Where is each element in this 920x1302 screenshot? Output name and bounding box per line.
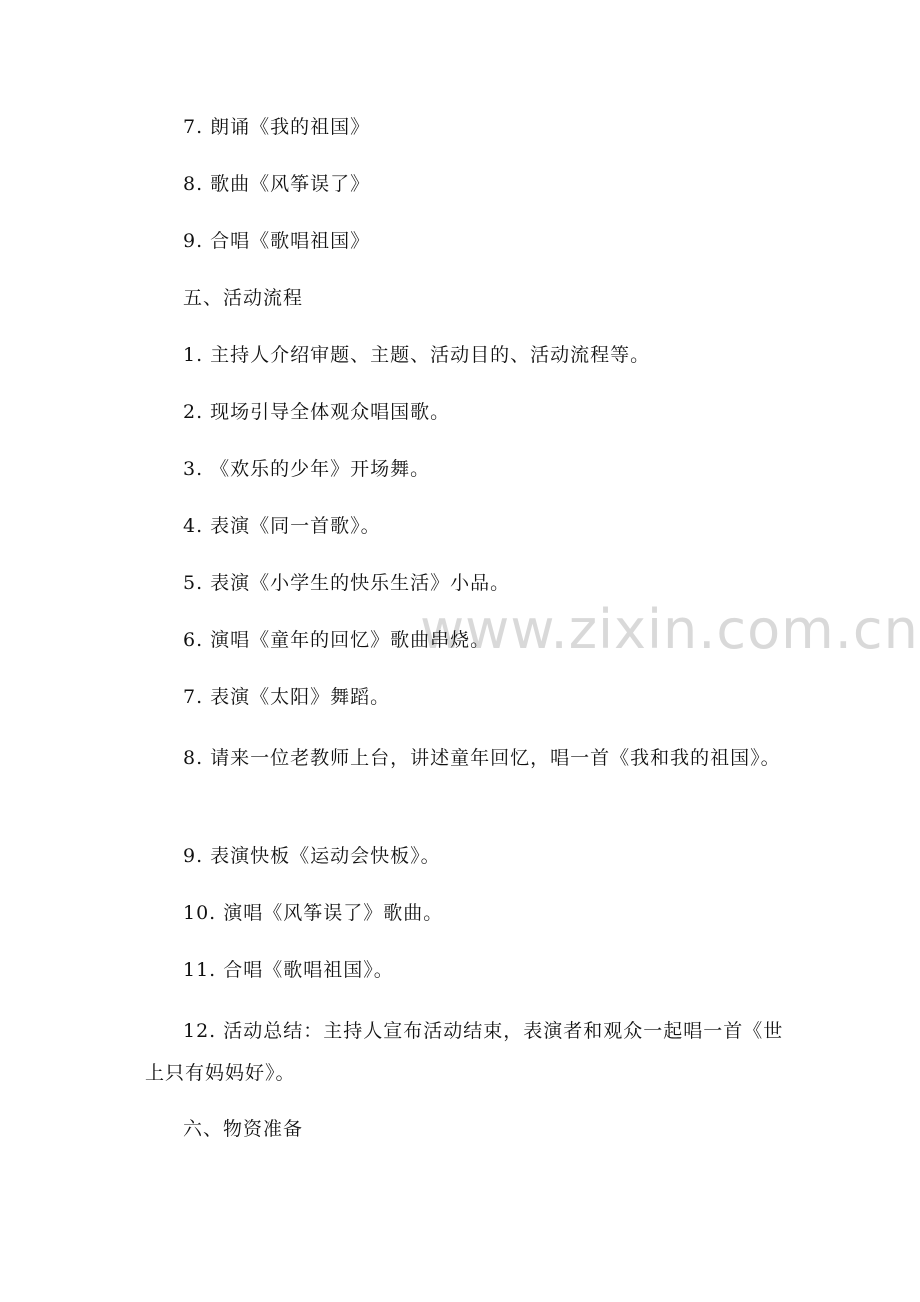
- flow-step-1: 1. 主持人介绍审题、主题、活动目的、活动流程等。: [183, 344, 651, 366]
- flow-step-6: 6. 演唱《童年的回忆》歌曲串烧。: [183, 629, 491, 651]
- program-item-8: 8. 歌曲《风筝误了》: [183, 173, 371, 195]
- program-item-9: 9. 合唱《歌唱祖国》: [183, 230, 371, 252]
- flow-step-9: 9. 表演快板《运动会快板》。: [183, 845, 441, 867]
- section-heading-supplies: 六、物资准备: [183, 1118, 304, 1140]
- flow-step-10: 10. 演唱《风筝误了》歌曲。: [183, 902, 444, 924]
- flow-step-4: 4. 表演《同一首歌》。: [183, 515, 381, 537]
- flow-step-8: 8. 请来一位老教师上台，讲述童年回忆，唱一首《我和我的祖国》。: [183, 747, 781, 769]
- flow-step-2: 2. 现场引导全体观众唱国歌。: [183, 401, 451, 423]
- flow-step-5: 5. 表演《小学生的快乐生活》小品。: [183, 572, 511, 594]
- flow-step-11: 11. 合唱《歌唱祖国》。: [183, 959, 394, 981]
- flow-step-7: 7. 表演《太阳》舞蹈。: [183, 686, 391, 708]
- watermark: www.zixin.com.cn: [420, 598, 919, 661]
- flow-step-3: 3. 《欢乐的少年》开场舞。: [183, 458, 431, 480]
- program-item-7: 7. 朗诵《我的祖国》: [183, 116, 371, 138]
- flow-step-12: 12. 活动总结：主持人宣布活动结束，表演者和观众一起唱一首《世上只有妈妈好》。: [145, 1020, 784, 1084]
- section-heading-activity-flow: 五、活动流程: [183, 287, 304, 309]
